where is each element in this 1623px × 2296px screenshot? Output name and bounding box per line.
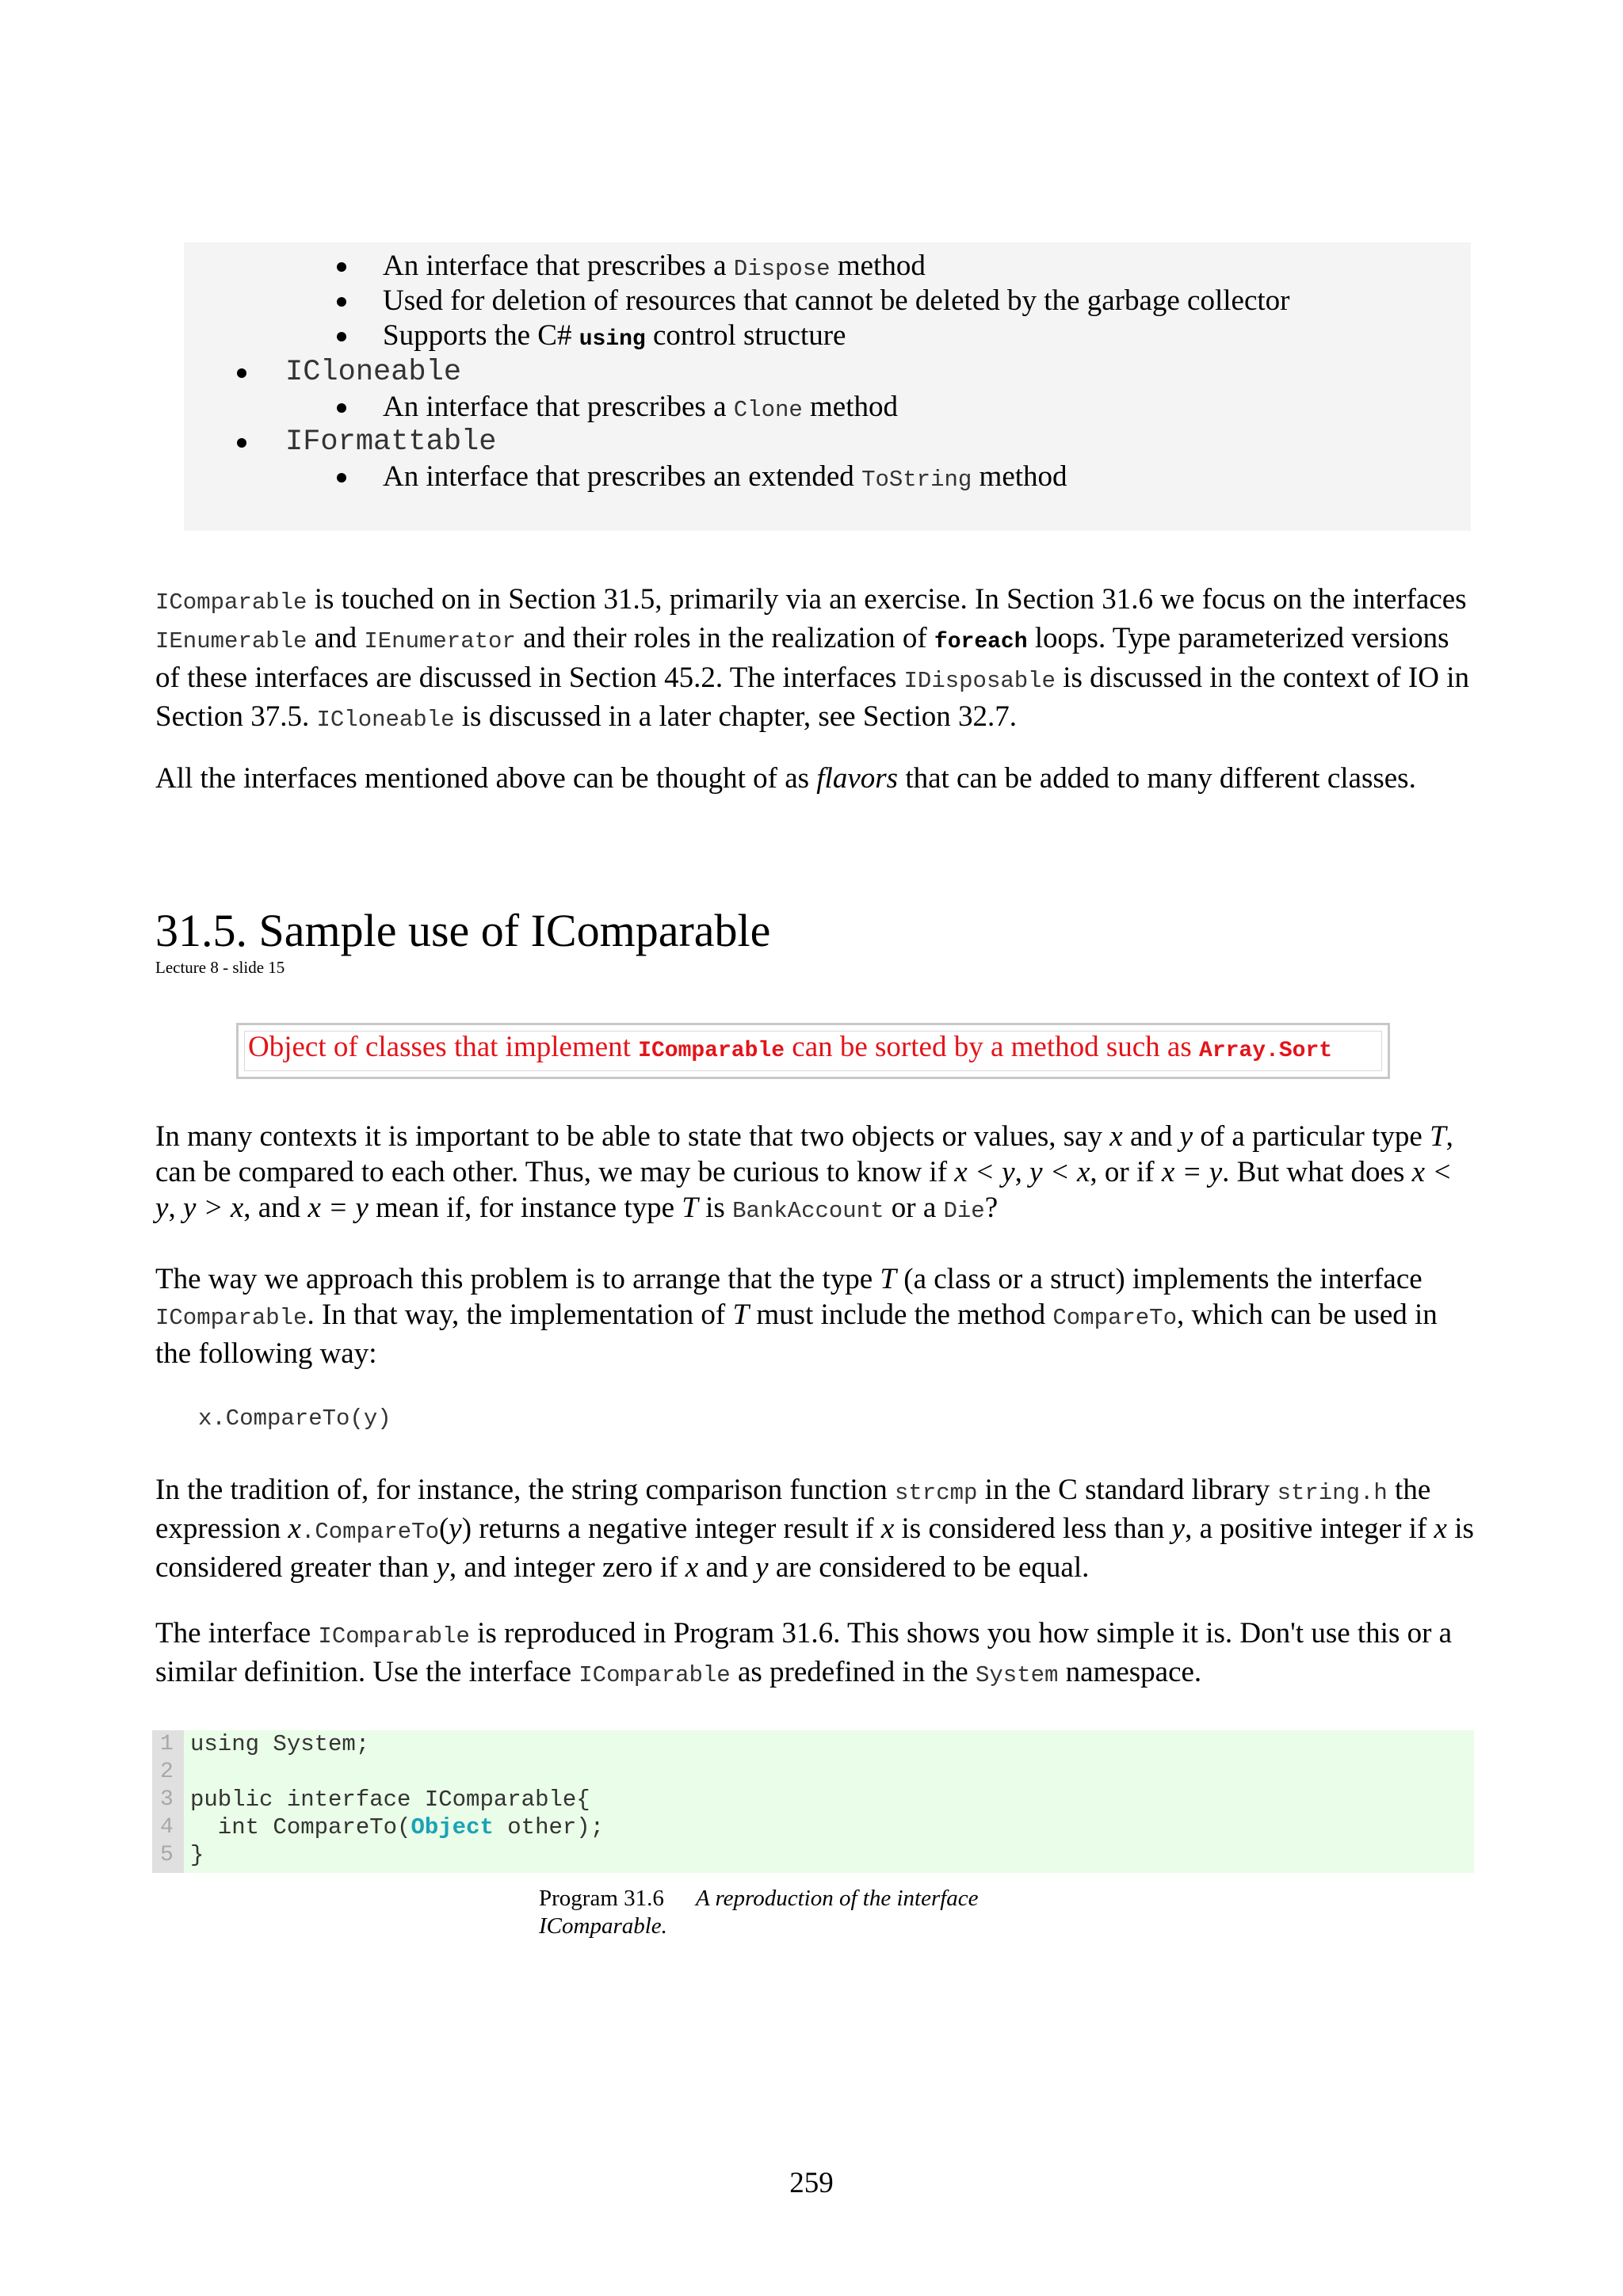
- bullet-item: An interface that prescribes a Dispose method: [383, 250, 926, 282]
- line-number: 1: [160, 1732, 174, 1756]
- code-line: }: [190, 1842, 204, 1868]
- bullet-item: An interface that prescribes an extended ToString method: [383, 460, 1067, 493]
- bullet-item: Supports the C# using control structure: [383, 319, 846, 352]
- line-number: 2: [160, 1760, 174, 1784]
- paragraph-interfaces-overview: IComparable is touched on in Section 31.5, primarily via an exercise. In Section 31.6 we focus on the interfaces IEnumerable and IEnumerator and their roles in the realization of foreach loops. Type parameterized versions of these interfaces are discussed in Section 45.2. The interfaces IDisposable is discussed in the context of IO in Section 37.5. ICloneable is discussed in a later chapter, see Section 32.7.: [155, 583, 1469, 733]
- section-heading: 31.5. Sample use of IComparable: [155, 905, 771, 956]
- page-number: 259: [789, 2167, 834, 2199]
- paragraph-approach: The way we approach this problem is to arrange that the type T (a class or a struct) implements the interface IComparable. In that way, the implementation of T must include the method CompareTo, which can be used in the following way:: [155, 1263, 1438, 1370]
- bullet-item: An interface that prescribes a Clone method: [383, 391, 899, 423]
- code-line: using System;: [190, 1731, 370, 1757]
- paragraph-comparison-motivation: In many contexts it is important to be able to state that two objects or values, say x and y of a particular type T, can be compared to each other. Thus, we may be curious to know if x < y, y < x, or if x = y. But what does x < y, y > x, and x = y mean if, for instance type T is BankAccount or a Die?: [155, 1120, 1453, 1224]
- line-number: 4: [160, 1815, 174, 1840]
- program-code-block: [152, 1730, 1474, 1873]
- bullet-item: Used for deletion of resources that cannot be deleted by the garbage collector: [383, 284, 1290, 317]
- inline-code-example: x.CompareTo(y): [198, 1405, 391, 1432]
- paragraph-compareto-semantics: In the tradition of, for instance, the string comparison function strcmp in the C standard library string.h the expression x.CompareTo(y) returns a negative integer result if x is considered less than y, a positive integer if x is considered greater than y, and integer zero if x and y are considered to be equal.: [155, 1474, 1474, 1584]
- code-line: int CompareTo(Object other);: [190, 1814, 605, 1840]
- slide-reference: Lecture 8 - slide 15: [155, 958, 285, 977]
- program-caption-label: Program 31.6: [539, 1886, 664, 1911]
- bullet-dot: [337, 473, 346, 482]
- bullet-dot: [337, 332, 346, 341]
- keyword-object: Object: [411, 1814, 494, 1840]
- bullet-item-icloneable: ICloneable: [285, 356, 462, 389]
- key-point-box: [236, 1023, 1390, 1079]
- bullet-dot: [337, 297, 346, 307]
- key-point-text: Object of classes that implement IComparable can be sorted by a method such as Array.Sort: [248, 1031, 1333, 1063]
- program-caption-text: A reproduction of the interface IComparable.: [539, 1886, 979, 1939]
- paragraph-flavors: All the interfaces mentioned above can be thought of as flavors that can be added to many different classes.: [155, 762, 1416, 795]
- paragraph-program-intro: The interface IComparable is reproduced in Program 31.6. This shows you how simple it is. Don't use this or a similar definition. Use the interface IComparable as predefined in the System namespace.: [155, 1617, 1453, 1688]
- bullet-dot: [237, 438, 246, 448]
- bullet-dot: [337, 262, 346, 272]
- code-line: public interface IComparable{: [190, 1787, 590, 1813]
- bullet-dot: [337, 403, 346, 413]
- bullet-item-iformattable: IFormattable: [285, 425, 497, 459]
- line-number: 3: [160, 1787, 174, 1812]
- line-number: 5: [160, 1843, 174, 1867]
- bullet-dot: [237, 368, 246, 378]
